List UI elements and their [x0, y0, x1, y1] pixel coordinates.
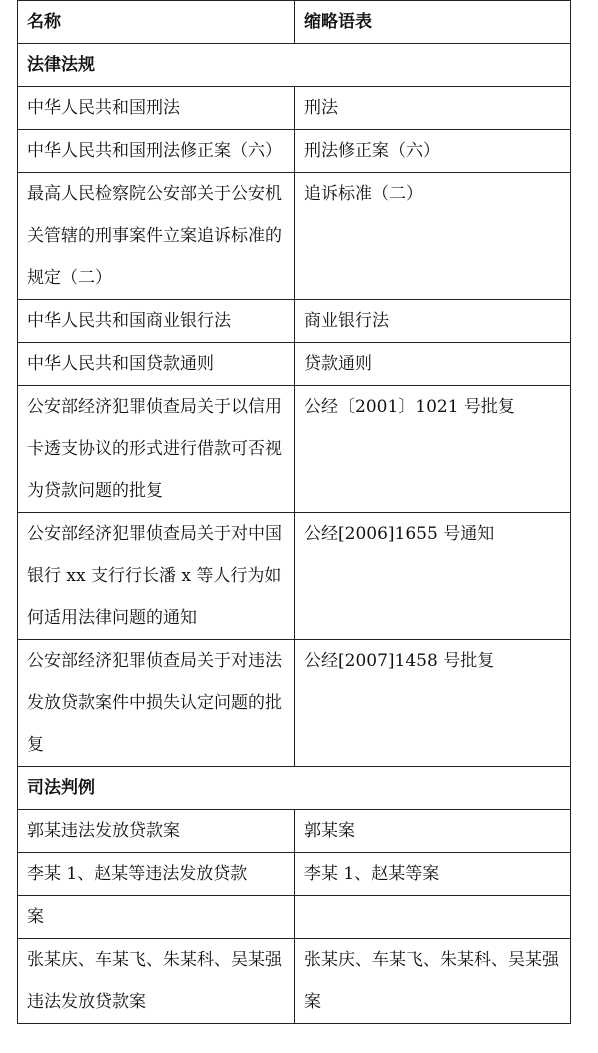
case-abbr [295, 896, 571, 939]
section-row-cases [18, 767, 571, 810]
case-name: 张某庆、车某飞、朱某科、吴某强违法发放贷款案 [18, 939, 295, 1024]
table-row [18, 130, 571, 173]
law-name: 公安部经济犯罪侦查局关于以信用卡透支协议的形式进行借款可否视为贷款问题的批复 [18, 386, 295, 513]
case-name: 李某 1、赵某等违法发放贷款 [18, 853, 295, 896]
table-row [18, 173, 571, 300]
law-name: 中华人民共和国刑法修正案（六） [18, 130, 295, 173]
case-abbr: 郭某案 [295, 810, 571, 853]
law-abbr: 追诉标准（二） [295, 173, 571, 300]
law-abbr: 刑法修正案（六） [295, 130, 571, 173]
law-abbr: 贷款通则 [295, 343, 571, 386]
column-header-name: 名称 [18, 1, 295, 44]
law-name: 中华人民共和国贷款通则 [18, 343, 295, 386]
law-name: 中华人民共和国商业银行法 [18, 300, 295, 343]
table-row [18, 300, 571, 343]
section-title-laws: 法律法规 [18, 44, 571, 87]
column-header-abbr: 缩略语表 [295, 1, 571, 44]
table-row [18, 896, 571, 939]
section-row-laws [18, 44, 571, 87]
table-row [18, 939, 571, 1024]
case-abbr: 李某 1、赵某等案 [295, 853, 571, 896]
table-row [18, 343, 571, 386]
law-name: 公安部经济犯罪侦查局关于对中国银行 xx 支行行长潘 x 等人行为如何适用法律问题的通知 [18, 513, 295, 640]
law-abbr: 公经[2007]1458 号批复 [295, 640, 571, 767]
law-abbr: 公经〔2001〕1021 号批复 [295, 386, 571, 513]
table-row [18, 853, 571, 896]
table-row [18, 87, 571, 130]
table-row [18, 640, 571, 767]
table-row [18, 810, 571, 853]
table-row [18, 386, 571, 513]
case-name: 案 [18, 896, 295, 939]
table-row [18, 513, 571, 640]
law-abbr: 公经[2006]1655 号通知 [295, 513, 571, 640]
table-header-row [18, 1, 571, 44]
case-name: 郭某违法发放贷款案 [18, 810, 295, 853]
law-name: 中华人民共和国刑法 [18, 87, 295, 130]
section-title-cases: 司法判例 [18, 767, 571, 810]
law-abbr: 商业银行法 [295, 300, 571, 343]
law-abbr: 刑法 [295, 87, 571, 130]
law-name: 公安部经济犯罪侦查局关于对违法发放贷款案件中损失认定问题的批复 [18, 640, 295, 767]
abbreviation-table [17, 0, 571, 1024]
case-abbr: 张某庆、车某飞、朱某科、吴某强案 [295, 939, 571, 1024]
law-name: 最高人民检察院公安部关于公安机关管辖的刑事案件立案追诉标准的规定（二） [18, 173, 295, 300]
